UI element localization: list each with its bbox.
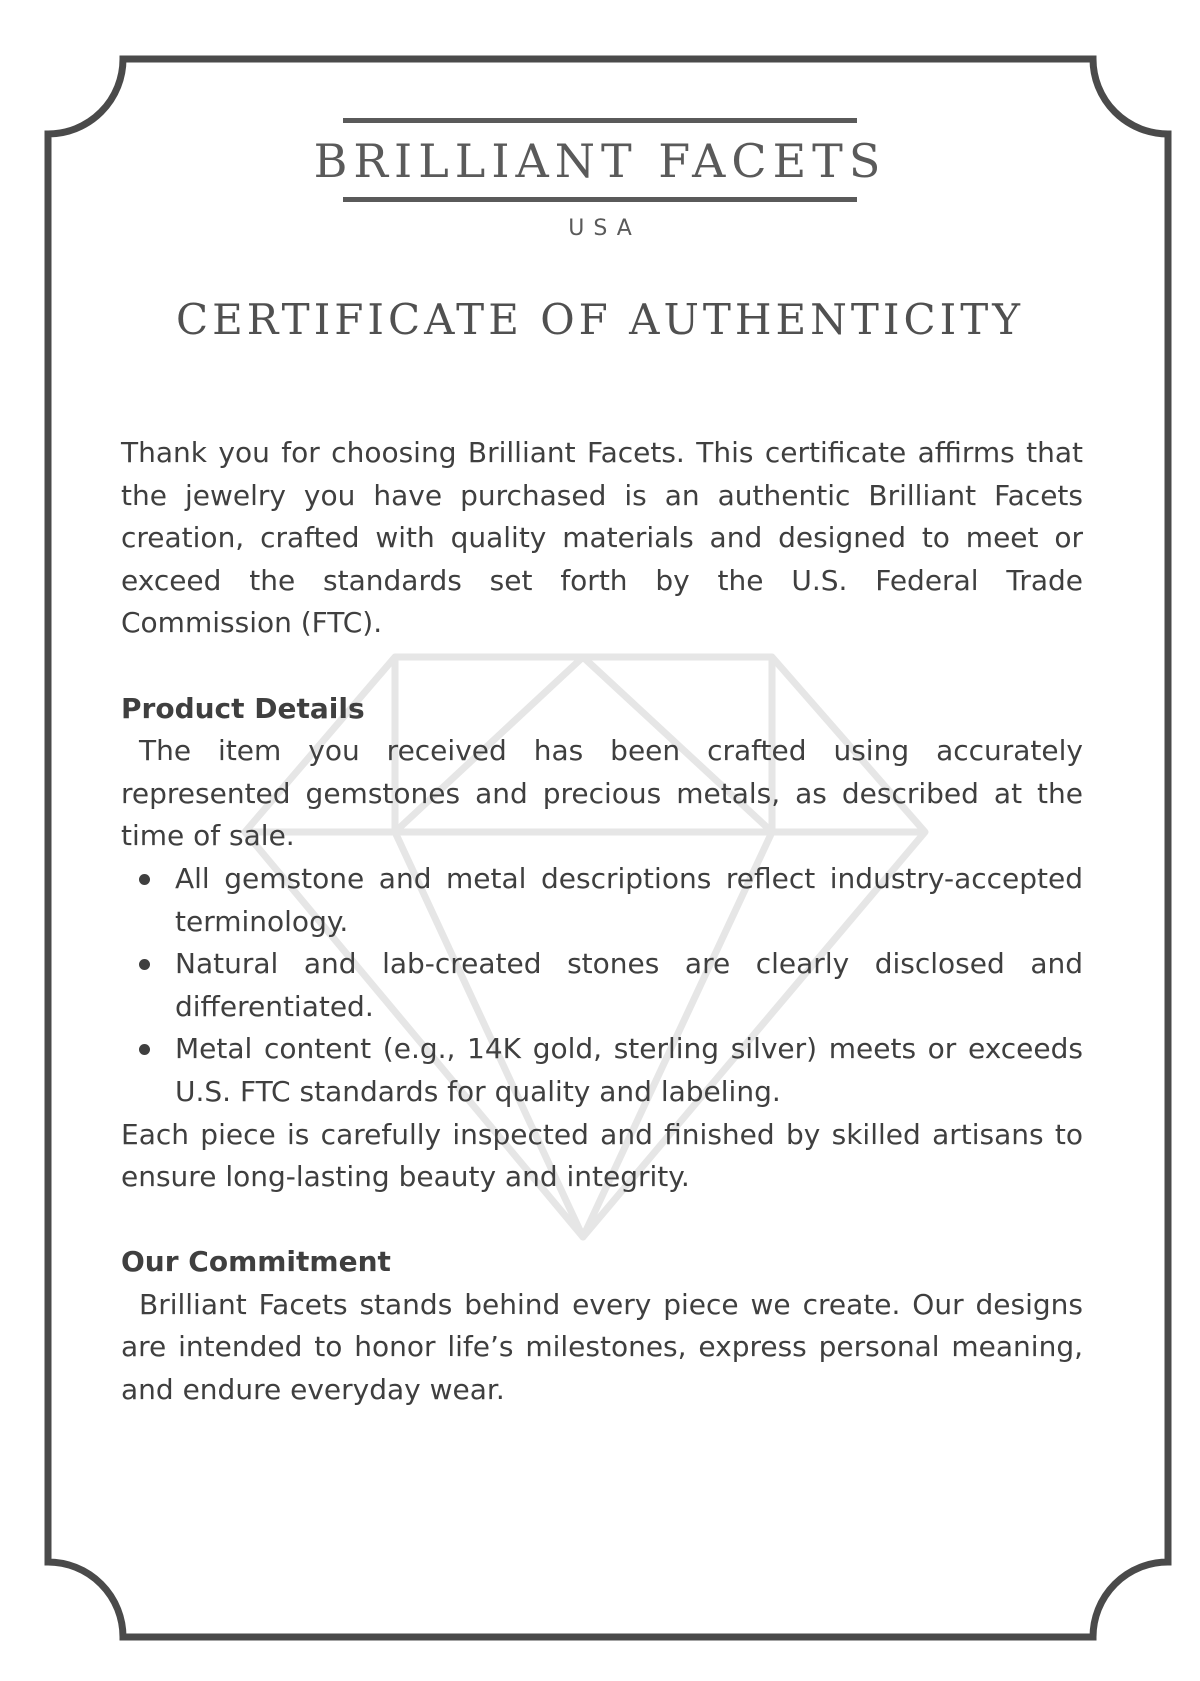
product-details-list: [121, 858, 1083, 1114]
brand-top-rule: [343, 118, 857, 123]
product-details-text: The item you received has been crafted using accurately represented gemstones and precious metals, as described at the time of sale.: [121, 734, 1083, 853]
brand-name: BRILLIANT FACETS: [313, 134, 887, 188]
brand-bottom-rule: [343, 197, 857, 202]
bullet-dot-icon: [139, 1044, 150, 1055]
list-item: [175, 1028, 1083, 1113]
brand-logo: [0, 118, 1200, 241]
bullet-dot-icon: [139, 874, 150, 885]
brand-subtitle: USA: [568, 216, 641, 241]
certificate-title: CERTIFICATE OF AUTHENTICITY: [176, 295, 1024, 344]
intro-paragraph: Thank you for choosing Brilliant Facets. This certificate affirms that the jewelry you have purchased is an authentic Brilliant Facets creation, crafted with quality materials and designed to meet or exceed the standards set forth by the U.S. Federal Trade Commission (FTC).: [121, 436, 1083, 640]
product-details-closing: Each piece is carefully inspected and finished by skilled artisans to ensure long-lasting beauty and integrity.: [121, 1117, 1083, 1194]
spacer: [121, 1199, 1083, 1242]
list-item-text: Natural and lab-created stones are clearly disclosed and differentiated.: [175, 947, 1083, 1023]
product-details-heading: Product Details: [121, 691, 365, 725]
list-item-text: All gemstone and metal descriptions reflect industry-accepted terminology.: [175, 861, 1083, 938]
spacer: [121, 645, 1083, 688]
commitment-heading: Our Commitment: [121, 1245, 391, 1279]
bullet-dot-icon: [139, 959, 150, 970]
list-item: [175, 943, 1083, 1028]
list-item-text: Metal content (e.g., 14K gold, sterling silver) meets or exceeds U.S. FTC standards for quality and labeling.: [175, 1032, 1083, 1108]
certificate-body: [121, 432, 1083, 1412]
list-item: [175, 858, 1083, 943]
commitment-text: Brilliant Facets stands behind every piece we create. Our designs are intended to honor life’s milestones, express personal meaning, and endure everyday wear.: [121, 1287, 1083, 1407]
